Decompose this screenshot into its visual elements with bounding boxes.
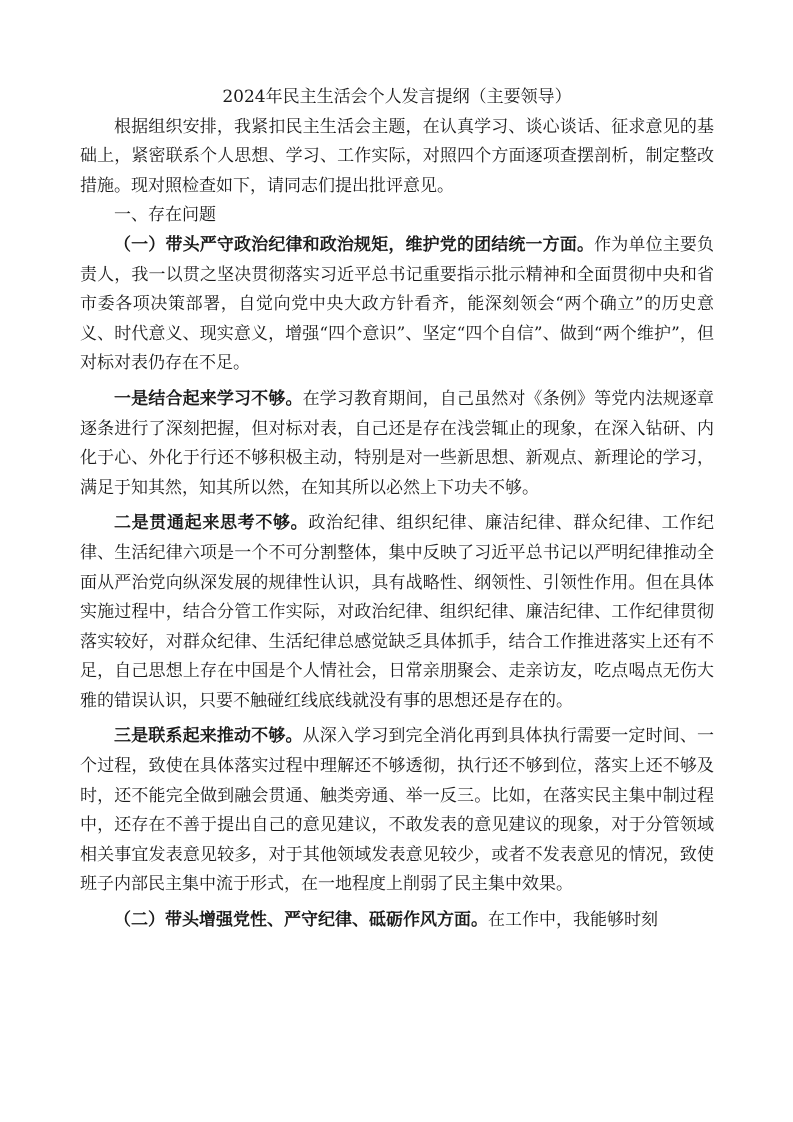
point-3-paragraph — [80, 722, 714, 900]
section-heading-problems: 一、存在问题 — [114, 205, 216, 226]
point-2-paragraph — [80, 509, 714, 716]
point-1-heading: 一是结合起来学习不够。 — [114, 388, 303, 409]
point-3-heading: 三是联系起来推动不够。 — [114, 726, 303, 747]
subsection-1-text: 作为单位主要负责人，我一以贯之坚决贯彻落实习近平总书记重要指示批示精神和全面贯彻中央和省市委各项决策部署，自觉向党中央大政方针看齐，能深刻领会“两个确立”的历史意义、时代意义、现实意义，增强“四个意识”、坚定“四个自信”、做到“两个维护”，但对标对表仍存在不足。 — [80, 234, 715, 374]
document-title: 2024年民主生活会个人发言提纲（主要领导） — [222, 87, 572, 107]
subsection-2-text: 在工作中，我能够时刻 — [488, 910, 658, 931]
document-body — [80, 83, 714, 936]
subsection-1-heading: （一）带头严守政治纪律和政治规矩，维护党的团结统一方面。 — [114, 234, 595, 255]
point-3-text: 从深入学习到完全消化再到具体执行需要一定时间、一个过程，致使在具体落实过程中理解还不够透彻，执行还不够到位，落实上还不够及时，还不能完全做到融会贯通、触类旁通、举一反三。比如，在落实民主集中制过程中，还存在不善于提出自己的意见建议，不敢发表的意见建议的现象，对于分管领域相关事宜发表意见较多，对于其他领域发表意见较少，或者不发表意见的情况，致使班子内部民主集中流于形式，在一地程度上削弱了民主集中效果。 — [80, 726, 715, 895]
point-2-text: 政治纪律、组织纪律、廉洁纪律、群众纪律、工作纪律、生活纪律六项是一个不可分割整体，集中反映了习近平总书记以严明纪律推动全面从严治党向纵深发展的规律性认识，具有战略性、纲领性、引领性作用。但在具体实施过程中，结合分管工作实际，对政治纪律、组织纪律、廉洁纪律、工作纪律贯彻落实较好，对群众纪律、生活纪律总感觉缺乏具体抓手，结合工作推进落实上还有不足，自己思想上存在中国是个人情社会，日常亲朋聚会、走亲访友，吃点喝点无伤大雅的错误认识，只要不触碰红线底线就没有事的思想还是存在的。 — [80, 513, 715, 711]
intro-paragraph: 根据组织安排，我紧扣民主生活会主题，在认真学习、谈心谈话、征求意见的基础上，紧密联系个人思想、学习、工作实际，对照四个方面逐项查摆剖析，制定整改措施。现对照检查如下，请同志们提出批评意见。 — [80, 116, 714, 196]
point-1-paragraph — [80, 385, 714, 503]
subsection-1-paragraph — [80, 231, 714, 379]
subsection-2-paragraph — [80, 906, 714, 936]
point-1-text: 在学习教育期间，自己虽然对《条例》等党内法规逐章逐条进行了深刻把握，但对标对表，自己还是存在浅尝辄止的现象，在深入钻研、内化于心、外化于行还不够积极主动，特别是对一些新思想、新观点、新理论的学习，满足于知其然，知其所以然，在知其所以必然上下功夫不够。 — [80, 388, 715, 498]
point-2-heading: 二是贯通起来思考不够。 — [114, 513, 309, 534]
subsection-2-heading: （二）带头增强党性、严守纪律、砥砺作风方面。 — [114, 910, 488, 931]
